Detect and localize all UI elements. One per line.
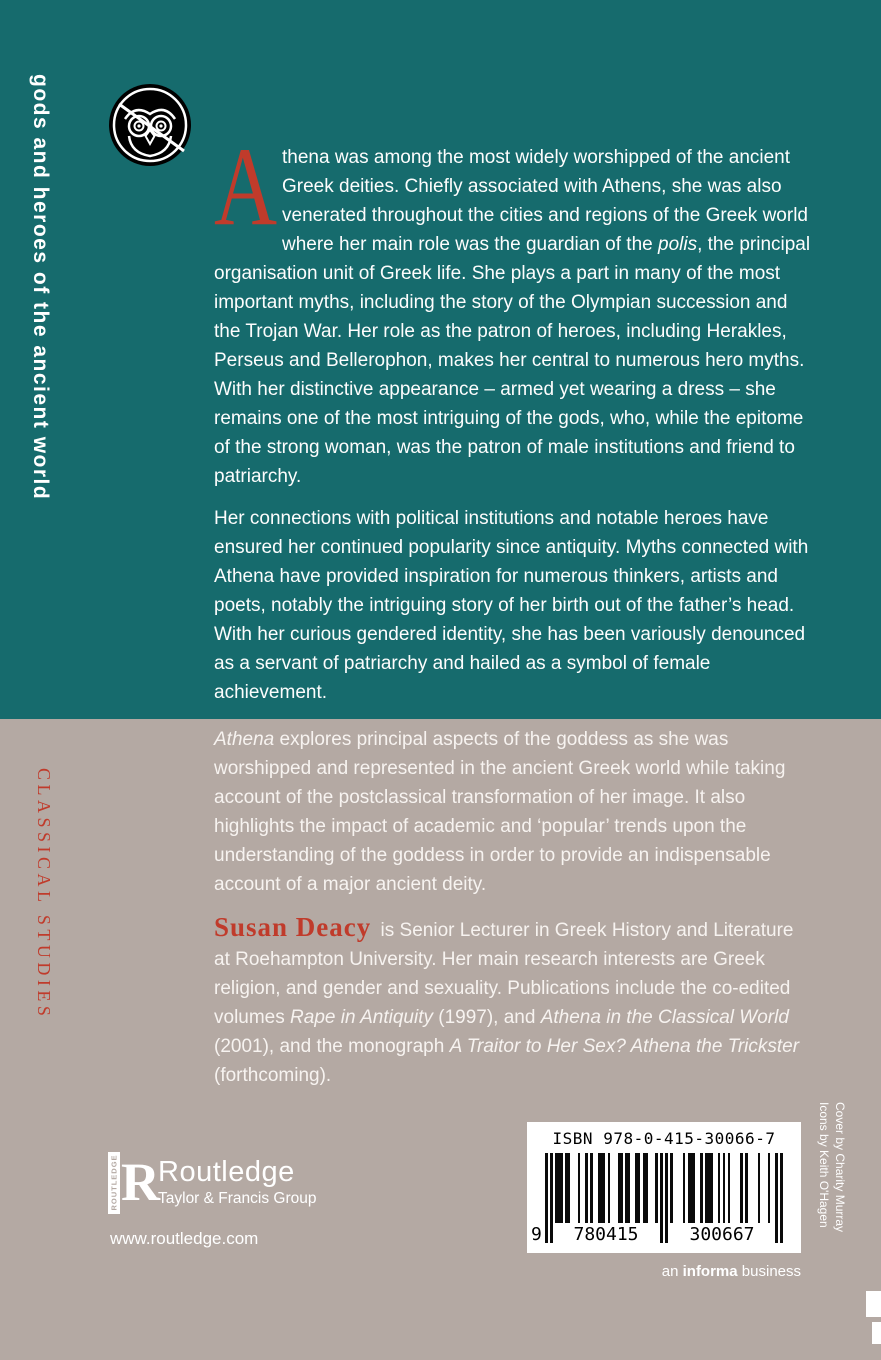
publisher-group: Taylor & Francis Group (158, 1190, 317, 1207)
publisher-name: Routledge (158, 1156, 295, 1188)
page-edge-artifact (872, 1322, 881, 1344)
drop-cap: A (214, 125, 278, 249)
routledge-r-icon: R (121, 1152, 160, 1212)
page-edge-artifact (866, 1291, 881, 1317)
paragraph-1 (214, 125, 814, 491)
paragraph-2: Her connections with political institutions and notable heroes have ensured her continued popularity since antiquity. Myths connected with Athena have provided inspiration for numerous thinkers, artists and poets, notably the intriguing story of her birth out of the father’s head. With her curious gendered identity, she has been variously denounced as a servant of patriarchy and hailed as a symbol of female achievement. (214, 508, 809, 703)
owl-logo-icon (108, 83, 192, 167)
publisher-wordmark (158, 1156, 317, 1208)
isbn-label: ISBN 978-0-415-30066-7 (552, 1129, 776, 1148)
icons-credit: Icons by Keith O'Hagen (817, 1102, 831, 1228)
routledge-logo-mark (108, 1152, 164, 1214)
paragraph-3: Athena explores principal aspects of the goddess as she was worshipped and represented in the ancient Greek world while taking account of the postclassical transformation of her image. It also highlights the impact of academic and ‘popular’ trends upon the understanding of the goddess in order to provide an indispensable account of a major ancient deity. (214, 729, 786, 895)
informa-line (527, 1263, 801, 1280)
publisher-website: www.routledge.com (110, 1229, 259, 1248)
series-title: gods and heroes of the ancient world (29, 74, 52, 501)
informa-brand: informa (682, 1263, 738, 1280)
routledge-vertical-bar (108, 1152, 120, 1214)
barcode-panel (527, 1122, 801, 1253)
informa-post: business (741, 1263, 801, 1280)
back-cover-blurb (214, 125, 814, 720)
cover-credit: Cover by Charity Murray (833, 1102, 847, 1233)
barcode-digit-lead: 9 (531, 1224, 542, 1245)
series-category-label: CLASSICAL STUDIES (34, 768, 54, 1021)
barcode-digits (531, 1223, 783, 1245)
paragraph-1-text: thena was among the most widely worshipped of the ancient Greek deities. Chiefly associated with Athens, she was also venerated throughout the cities and regions of the Greek world where her main role was the guardian of the polis, the principal organisation unit of Greek life. She plays a part in many of the most important myths, including the story of the Olympian succession and the Trojan War. Her role as the patron of heroes, including Herakles, Perseus and Bellerophon, makes her central to numerous hero myths. With her distinctive appearance – armed yet wearing a dress – she remains one of the most intriguing of the gods, who, while the epitome of the strong woman, was the patron of male institutions and friend to patriarchy. (214, 147, 811, 487)
barcode-digit-right: 300667 (689, 1224, 755, 1245)
barcode-digit-left: 780415 (573, 1224, 639, 1245)
author-bio: Susan Deacy is Senior Lecturer in Greek History and Literature at Roehampton University. Her main research interests are Greek religion, and gender and sexuality. Publications include the co-edited volumes Rape in Antiquity (1997), and Athena in the Classical World (2001), and the monograph A Traitor to Her Sex? Athena the Trickster (forthcoming). (214, 912, 800, 1086)
informa-pre: an (661, 1263, 679, 1280)
lower-text-block (214, 725, 814, 1104)
routledge-vertical-text: ROUTLEDGE (109, 1154, 119, 1211)
